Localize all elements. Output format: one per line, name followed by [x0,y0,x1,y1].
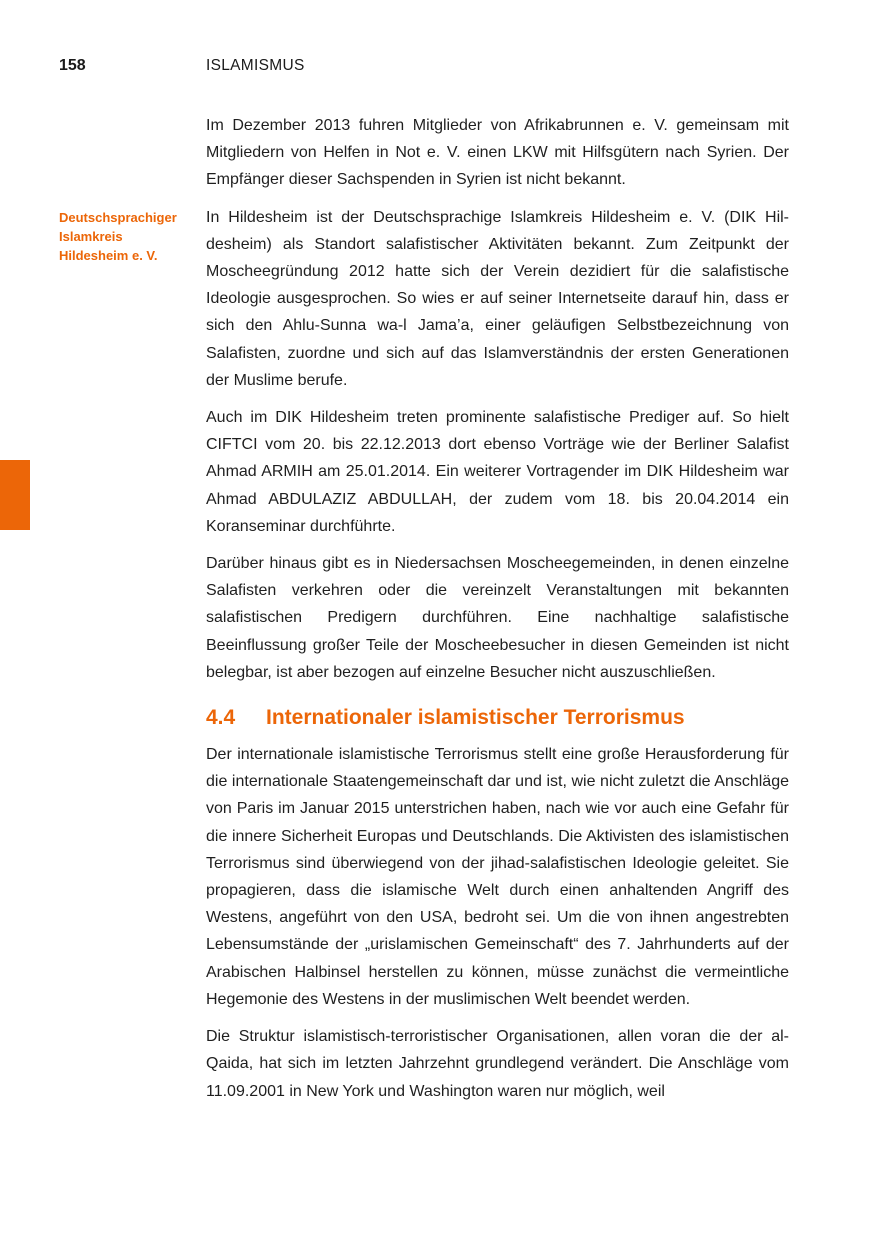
paragraph: Auch im DIK Hildesheim treten prominente salafistische Prediger auf. So hielt CIFTCI vom 20. bis 22.12.2013 dort ebenso Vorträge wie der Berliner Salafist Ahmad ARMIH am 25.01.2014. Ein weiterer Vortragender im DIK Hildesheim war Ahmad ABDULAZIZ ABDULLAH, der zudem vom 18. bis 20.04.2014 ein Koranseminar durchführte. [206,409,789,535]
paragraph: Im Dezember 2013 fuhren Mitglieder von Afrikabrunnen e. V. gemeinsam mit Mitgliedern von Helfen in Not e. V. einen LKW mit Hilfsgütern nach Syrien. Der Empfänger dieser Sachspenden in Syrien ist nicht bekannt. [206,117,789,189]
paragraph: Darüber hinaus gibt es in Niedersachsen Moscheegemeinden, in denen einzelne Salafisten verkehren oder die vereinzelt Veranstaltungen mit bekannten salafistischen Predigern durchführen. Eine nachhaltige salafistische Beeinflussung großer Teile der Moscheebesucher in diesen Gemeinden ist nicht belegbar, ist aber bezogen auf einzelne Besucher nicht auszuschließen. [206,555,789,681]
page-number: 158 [59,57,86,74]
running-header: ISLAMISMUS [206,57,305,74]
paragraph: In Hildesheim ist der Deutschsprachige Islamkreis Hildesheim e. V. (DIK Hildesheim) als Standort salafistischer Aktivitäten bekannt. Zum Zeitpunkt der Moscheegründung 2012 hatte sich der Verein dezidiert für die salafistische Ideologie ausgesprochen. So wies er auf seiner Internetseite darauf hin, dass er sich den Ahlu-Sunna wa-l Jama’a, einer geläufigen Selbstbezeichnung von Salafisten, zuordne und sich auf das Islamverständnis der ersten Generationen der Muslime berufe. [206,208,789,389]
body-text [206,112,789,1115]
paragraph: Der internationale islamistische Terrorismus stellt eine große Herausforderung für die internationale Staatengemeinschaft dar und ist, wie nicht zuletzt die Anschläge von Paris im Januar 2015 unterstrichen haben, nach wie vor auch eine Gefahr für die innere Sicherheit Europas und Deutschlands. Die Aktivisten des islamistischen Terrorismus sind überwiegend von der jihad-salafistischen Ideologie geleitet. Sie propagieren, dass die islamische Welt durch einen anhaltenden Angriff des Westens, angeführt von den USA, bedroht sei. Um die von ihnen angestrebten Lebensumstände der „urislamischen Gemeinschaft“ des 7. Jahrhunderts auf der Arabischen Halbinsel herstellen zu können, müsse zunächst die vermeintliche Hegemonie des Westens in der muslimischen Welt beendet werden. [206,746,789,1008]
section-heading [206,704,789,732]
section-number: 4.4 [206,706,236,730]
paragraph: Die Struktur islamistisch-terroristischer Organisationen, allen voran die der al-Qaida, hat sich im letzten Jahrzehnt grundlegend verändert. Die Anschläge vom 11.09.2001 in New York und Washington waren nur möglich, weil [206,1028,789,1100]
chapter-thumb-tab [0,460,30,530]
section-title: Internationaler islamistischer Terrorismus [266,706,685,730]
margin-note: Deutschsprachiger Islamkreis Hildesheim e. V. [59,210,177,263]
